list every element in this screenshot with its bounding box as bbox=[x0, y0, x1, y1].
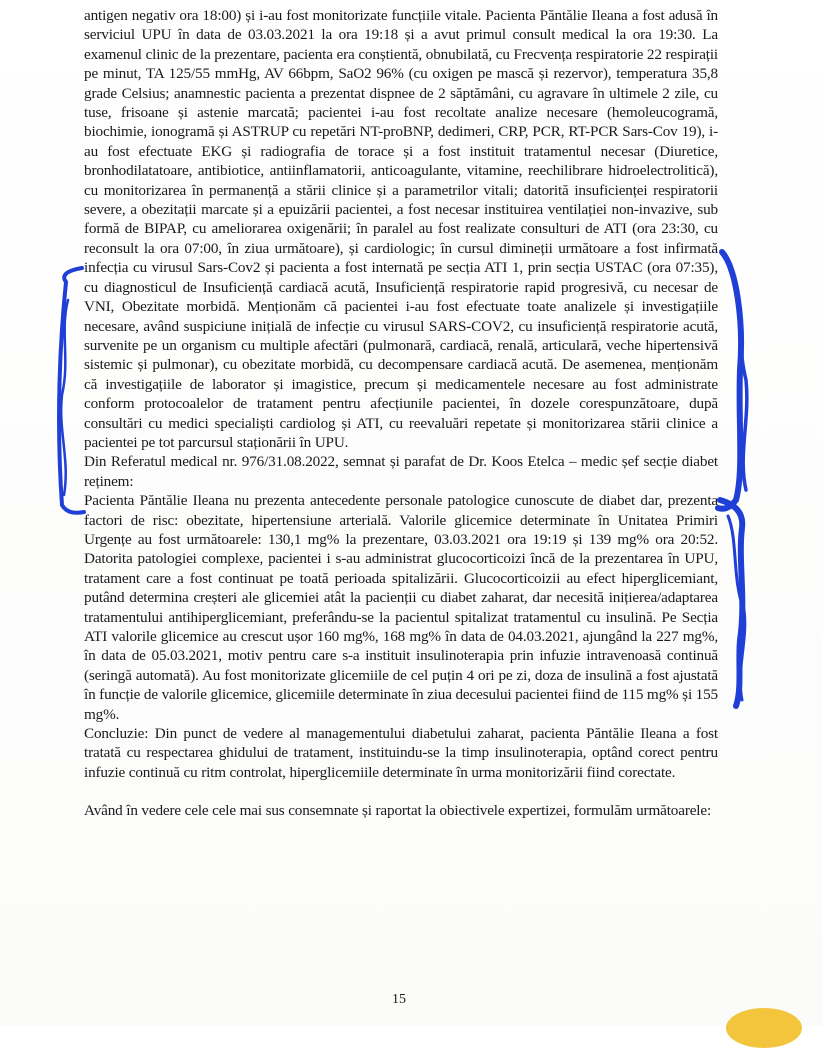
corner-badge bbox=[726, 1008, 802, 1048]
paragraph-concluzie: Concluzie: Din punct de vedere al managementului diabetului zaharat, pacienta Păntălie Ileana a fost tratată cu respectarea ghidului de tratament, instituindu-se la timp insulinoterapia, optând corect pentru infuzie continuă cu ritm controlat, hiperglicemiile determinate în urma monitorizării fiind corectate. bbox=[84, 725, 718, 781]
left-bracket-mark bbox=[59, 268, 84, 513]
body-text bbox=[84, 6, 718, 821]
page-number: 15 bbox=[392, 992, 406, 1007]
paragraph-referat-intro: Din Referatul medical nr. 976/31.08.2022, semnat și parafat de Dr. Koos Etelca – medic șef secție diabet reținem: bbox=[84, 453, 718, 490]
paragraph-diabet-details: Pacienta Păntălie Ileana nu prezenta antecedente personale patologice cunoscute de diabet dar, prezenta factori de risc: obezitate, hipertensiune arterială. Valorile glicemice determinate în Unitatea Primiri Urgențe au fost următoarele: 130,1 mg% la prezentare, 03.03.2021 ora 19:19 și 139 mg% ora 20:52. Datorita patologiei complexe, pacientei i s-au administrat glucocorticoizi încă de la prezentarea în UPU, tratament care a fost continuat pe toată perioada spitalizării. Glucocorticoizii au efect hiperglicemiant, putând determina creșteri ale glicemiei atât la pacienții cu diabet zaharat, dar necesită inițierea/adaptarea tratamentului antihiperglicemiant, preferându-se la pacientul spitalizat tratamentul cu insulină. Pe Secția ATI valorile glicemice au crescut ușor 160 mg%, 168 mg% în data de 04.03.2021, ajungând la 227 mg%, în data de 05.03.2021, motiv pentru care s-a instituit insulinoterapia prin infuzie intravenoasă continuă (seringă automată). Au fost monitorizate glicemiile de cel puțin 4 ori pe zi, doza de insulină a fost ajustată în funcție de valorile glicemice, glicemiile determinate în ziua decesului pacientei fiind de 115 mg% și 155 mg%. bbox=[84, 492, 718, 723]
paragraph-final: Având în vedere cele cele mai sus consemnate și raportat la obiectivele expertizei, formulăm următoarele: bbox=[84, 802, 712, 820]
right-bracket-scribble-lower bbox=[728, 516, 745, 700]
right-bracket-mark-lower bbox=[720, 500, 742, 706]
right-bracket-mark-upper bbox=[718, 252, 741, 509]
left-bracket-scribble bbox=[61, 300, 68, 495]
right-bracket-scribble-upper bbox=[730, 270, 747, 490]
paragraph-upu-report: antigen negativ ora 18:00) și i-au fost monitorizate funcțiile vitale. Pacienta Păntălie Ileana a fost adusă în serviciul UPU în data de 03.03.2021 la ora 19:18 și a avut primul consult medical la ora 19:30. La examenul clinic de la prezentare, pacienta era conștientă, obnubilată, cu Frecvența respiratorie 22 respirații pe minut, TA 125/55 mmHg, AV 66bpm, SaO2 96% (cu oxigen pe mască și rezervor), temperatura 35,8 grade Celsius; anamnestic pacienta a prezentat dispnee de 2 săptămâni, cu agravare în ultimele 2 zile, cu tuse, frisoane și astenie marcată; pacientei i-au fost recoltate analize necesare (hemoleucogramă, biochimie, ionogramă și ASTRUP cu repetări NT-proBNP, dedimeri, CRP, PCR, RT-PCR Sars-Cov 19), i-au fost efectuate EKG și radiografia de torace și a fost instituit tratamentul necesar (Diuretice, bronhodilatatoare, antibiotice, antiinflamatorii, anticoagulante, vitamine, reechilibrare hidroelectrolitică), cu monitorizarea în permanență a stării clinice și a parametrilor vitali; datorită insuficienței respiratorii severe, a obezitații marcate și a epuizării pacientei, a fost necesar instituirea ventilației non-invazive, sub formă de BIPAP, cu ameliorarea oxigenării; în paralel au fost realizate consulturi de ATI (ora 23:30, cu reconsult la ora 07:00, în ziua următoare), și cardiologic; în cursul dimineții următoare a fost infirmată infecția cu virusul Sars-Cov2 și pacienta a fost internată pe secția ATI 1, prin secția USTAC (ora 07:35), cu diagnosticul de Insuficiență cardiacă acută, Insuficiență respiratorie rapid progresivă, cu necesar de VNI, Obezitate morbidă. Menționăm că pacientei i-au fost efectuate toate analizele și investigațiile necesare, având suspiciune inițială de infecție cu virusul SARS-COV2, cu insuficiență respiratorie acută, survenite pe un organism cu multiple afectări (pulmonară, cardiacă, renală, articulară, veche hipertensivă sistemic și pulmonar), cu obezitate morbidă, cu decompensare cardiacă acută. De asemenea, menționăm că investigațiile de laborator și imagistice, precum și medicamentele necesare au fost administrate conform protocoalelor de tratament pentru afecțiunile pacientei, în dozele corespunzătoare, după consultări cu medici specialiști cardiolog și ATI, cu reevaluări repetate și monitorizarea stării clinice a pacientei pe tot parcursul staționării în UPU. bbox=[84, 7, 718, 451]
